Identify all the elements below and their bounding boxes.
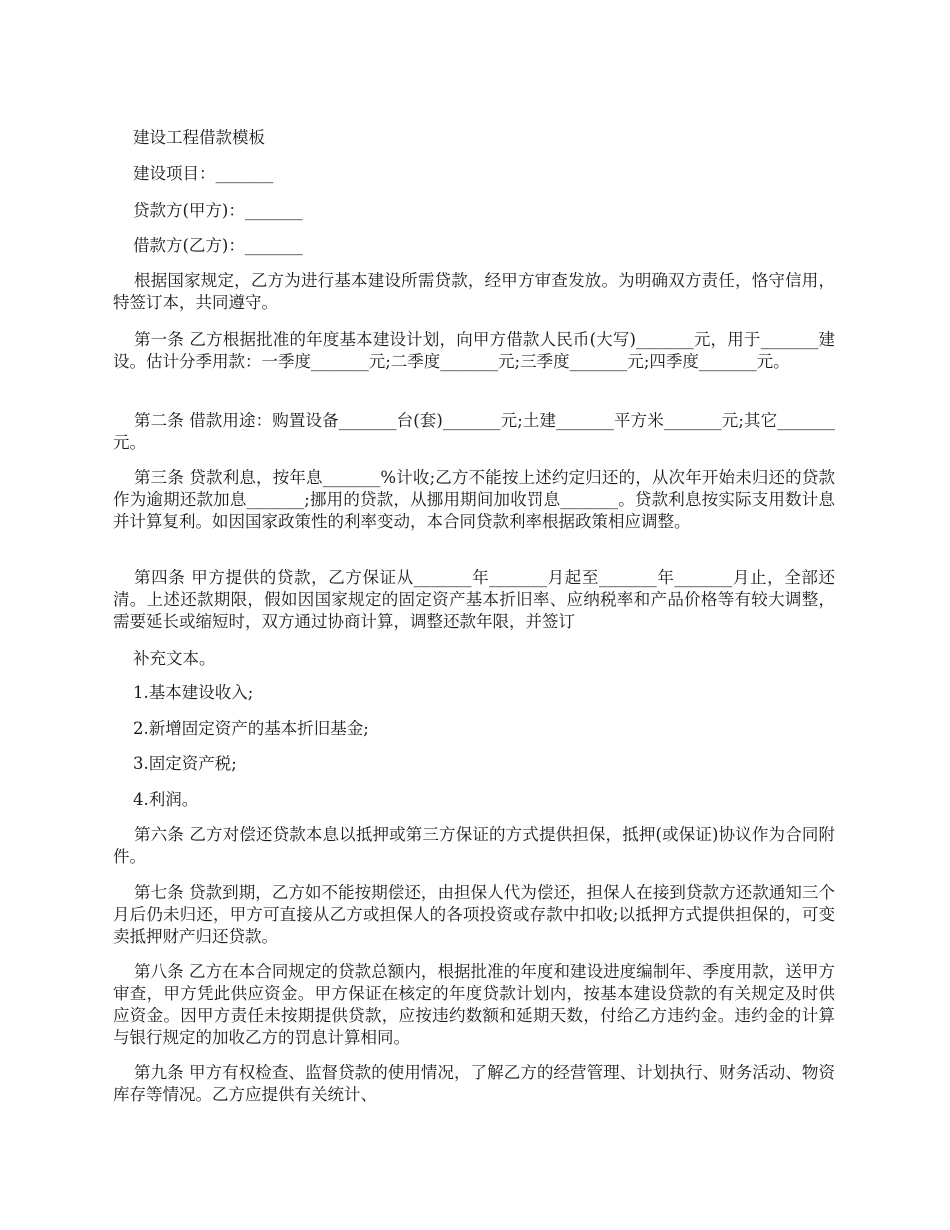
article-3: 第三条 贷款利息，按年息_______%计收;乙方不能按上述约定归还的，从次年开始未归还的贷款作为逾期还款加息_______;挪用的贷款，从挪用期间加收罚息_______。贷款利息按实际支用数计息并计算复利。如因国家政策性的利率变动，本合同贷款利率根据政策相应调整。	[113, 468, 835, 531]
document-title: 建设工程借款模板	[133, 128, 265, 147]
project-field: 建设项目：_______	[133, 164, 274, 183]
preamble-paragraph: 根据国家规定，乙方为进行基本建设所需贷款，经甲方审查发放。为明确双方责任，恪守信用，特签订本，共同遵守。	[113, 271, 835, 312]
borrower-field: 借款方(乙方)：_______	[133, 236, 303, 255]
article-9: 第九条 甲方有权检查、监督贷款的使用情况，了解乙方的经营管理、计划执行、财务活动、物资库存等情况。乙方应提供有关统计、	[113, 1063, 835, 1104]
article-7: 第七条 贷款到期，乙方如不能按期偿还，由担保人代为偿还，担保人在接到贷款方还款通知三个月后仍未归还，甲方可直接从乙方或担保人的各项投资或存款中扣收;以抵押方式提供担保的，可变卖抵押财产归还贷款。	[113, 883, 835, 946]
article-1: 第一条 乙方根据批准的年度基本建设计划，向甲方借款人民币(大写)_______元，用于_______建设。估计分季用款：一季度_______元;二季度_______元;三季度_______元;四季度_______元。	[113, 330, 835, 371]
list-item: 3.固定资产税;	[133, 754, 237, 773]
article-2: 第二条 借款用途：购置设备_______台(套)_______元;土建_______平方米_______元;其它_______元。	[113, 411, 835, 452]
article-4-continuation: 补充文本。	[133, 649, 216, 668]
list-item: 1.基本建设收入;	[133, 683, 254, 702]
article-6: 第六条 乙方对偿还贷款本息以抵押或第三方保证的方式提供担保，抵押(或保证)协议作为合同附件。	[113, 825, 835, 866]
list-item: 4.利润。	[133, 790, 199, 809]
lender-field: 贷款方(甲方)：_______	[133, 201, 303, 220]
article-4: 第四条 甲方提供的贷款，乙方保证从_______年_______月起至_______年_______月止，全部还清。上述还款期限，假如因国家规定的固定资产基本折旧率、应纳税率和产品价格等有较大调整，需要延长或缩短时，双方通过协商计算，调整还款年限，并签订	[113, 568, 835, 631]
article-8: 第八条 乙方在本合同规定的贷款总额内，根据批准的年度和建设进度编制年、季度用款，送甲方审查，甲方凭此供应资金。甲方保证在核定的年度贷款计划内，按基本建设贷款的有关规定及时供应资金。因甲方责任未按期提供贷款，应按违约数额和延期天数，付给乙方违约金。违约金的计算与银行规定的加收乙方的罚息计算相同。	[113, 962, 835, 1047]
list-item: 2.新增固定资产的基本折旧基金;	[133, 719, 369, 738]
